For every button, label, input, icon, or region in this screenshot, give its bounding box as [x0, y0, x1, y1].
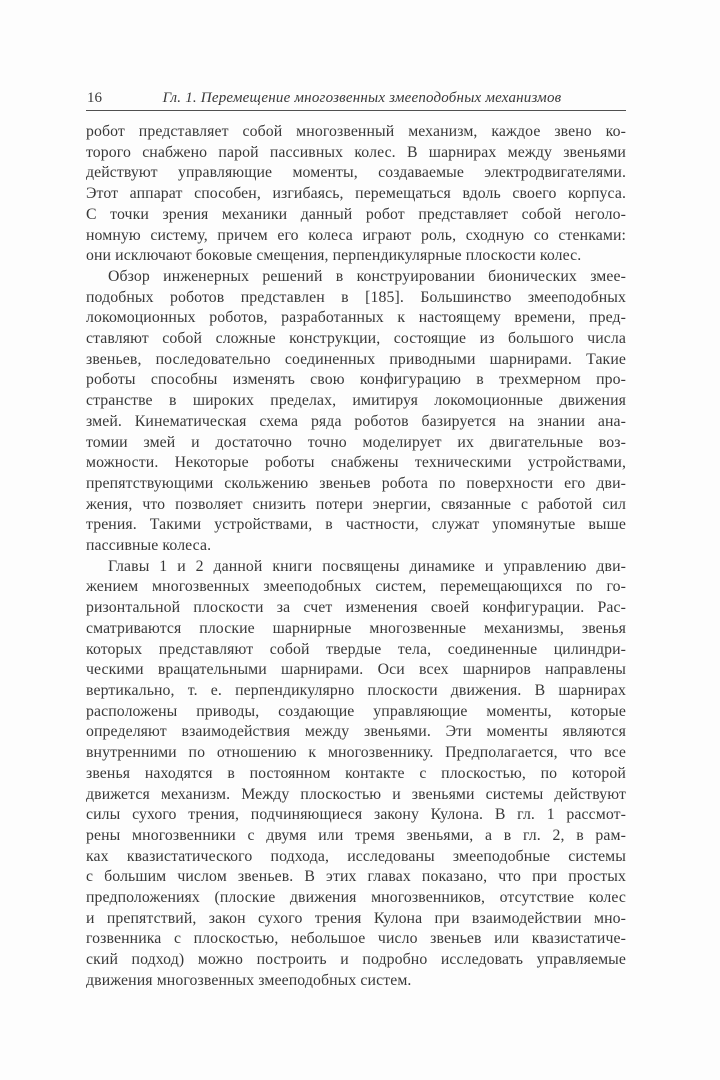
text-line: внутренними по отношению к многозвеннику. Предполагается, что все: [86, 744, 626, 762]
text-line: предположениях (плоские движения многозвенников, отсутствие колес: [86, 889, 626, 907]
text-line: ческими вращательными шарнирами. Оси всех шарниров направлены: [86, 661, 626, 679]
page-number: 16: [87, 90, 102, 106]
text-line: подобных роботов представлен в [185]. Большинство змееподобных: [86, 288, 626, 306]
paragraph: [86, 557, 626, 992]
text-line: силы сухого трения, подчиняющиеся закону Кулона. В гл. 1 рассмот-: [86, 806, 626, 824]
page-header: [86, 89, 626, 109]
paragraph: [86, 267, 626, 557]
text-line: локомоционных роботов, разработанных к настоящему времени, пред-: [86, 309, 626, 327]
text-line: Обзор инженерных решений в конструировании бионических змее-: [108, 267, 626, 285]
text-line: и препятствий, закон сухого трения Кулона при взаимодействии мно-: [86, 909, 626, 927]
text-line: пассивные колеса.: [86, 537, 212, 555]
text-line: которых представляют собой твердые тела, соединенные цилиндри-: [86, 640, 626, 658]
text-line: С точки зрения механики данный робот представляет собой неголо-: [86, 205, 626, 223]
text-line: вертикально, т. е. перпендикулярно плоскости движения. В шарнирах: [86, 681, 626, 699]
text-line: ризонтальной плоскости за счет изменения своей конфигурации. Рас-: [86, 599, 626, 617]
text-line: звеньев, последовательно соединенных приводными шарнирами. Такие: [86, 350, 626, 368]
text-line: определяют взаимодействия между звеньями. Эти моменты являются: [86, 723, 626, 741]
text-line: препятствующими скольжению звеньев робота по поверхности его дви-: [86, 474, 626, 492]
text-line: с большим числом звеньев. В этих главах показано, что при простых: [86, 868, 626, 886]
text-line: змей. Кинематическая схема ряда роботов базируется на знании ана-: [86, 412, 626, 430]
text-line: роботы способны изменять свою конфигурацию в трехмерном про-: [86, 371, 626, 389]
text-line: движется механизм. Между плоскостью и звеньями системы действуют: [86, 785, 626, 803]
text-line: робот представляет собой многозвенный механизм, каждое звено ко-: [86, 123, 626, 140]
text-line: они исключают боковые смещения, перпендикулярные плоскости колес.: [86, 247, 582, 265]
text-line: ский подход) можно построить и подробно исследовать управляемые: [86, 951, 626, 969]
text-line: расположены приводы, создающие управляющие моменты, которые: [86, 702, 626, 720]
text-line: ках квазистатического подхода, исследованы змееподобные системы: [86, 847, 626, 865]
text-line: можности. Некоторые роботы снабжены техническими устройствами,: [86, 454, 626, 472]
page-body: [86, 122, 626, 992]
text-line: Главы 1 и 2 данной книги посвящены динамике и управлению дви-: [108, 557, 626, 575]
text-line: томии змей и достаточно точно моделирует их двигательные воз-: [86, 433, 626, 451]
text-line: действуют управляющие моменты, создаваемые электродвигателями.: [86, 164, 626, 182]
text-line: звенья находятся в постоянном контакте с плоскостью, по которой: [86, 764, 626, 782]
text-line: движения многозвенных змееподобных систем.: [86, 971, 412, 989]
running-title: Гл. 1. Перемещение многозвенных змееподобных механизмов: [162, 90, 562, 106]
text-line: сматриваются плоские шарнирные многозвенные механизмы, звенья: [86, 619, 626, 637]
text-line: Этот аппарат способен, изгибаясь, перемещаться вдоль своего корпуса.: [86, 185, 626, 203]
text-line: трения. Такими устройствами, в частности, служат упомянутые выше: [86, 516, 626, 534]
text-line: странстве в широких пределах, имитируя локомоционные движения: [86, 392, 626, 410]
paragraph: [86, 122, 626, 267]
text-line: ставляют собой сложные конструкции, состоящие из большого числа: [86, 330, 626, 348]
text-line: торого снабжено парой пассивных колес. В шарнирах между звеньями: [86, 143, 626, 161]
text-line: гозвенника с плоскостью, небольшое число звеньев или квазистатиче-: [86, 930, 626, 948]
header-rule: [86, 110, 626, 111]
text-line: жения, что позволяет снизить потери энергии, связанные с работой сил: [86, 495, 626, 513]
text-line: жением многозвенных змееподобных систем, перемещающихся по го-: [86, 578, 626, 596]
text-line: номную систему, причем его колеса играют роль, сходную со стенками:: [86, 226, 626, 244]
text-line: рены многозвенники с двумя или тремя звеньями, а в гл. 2, в рам-: [86, 826, 626, 844]
